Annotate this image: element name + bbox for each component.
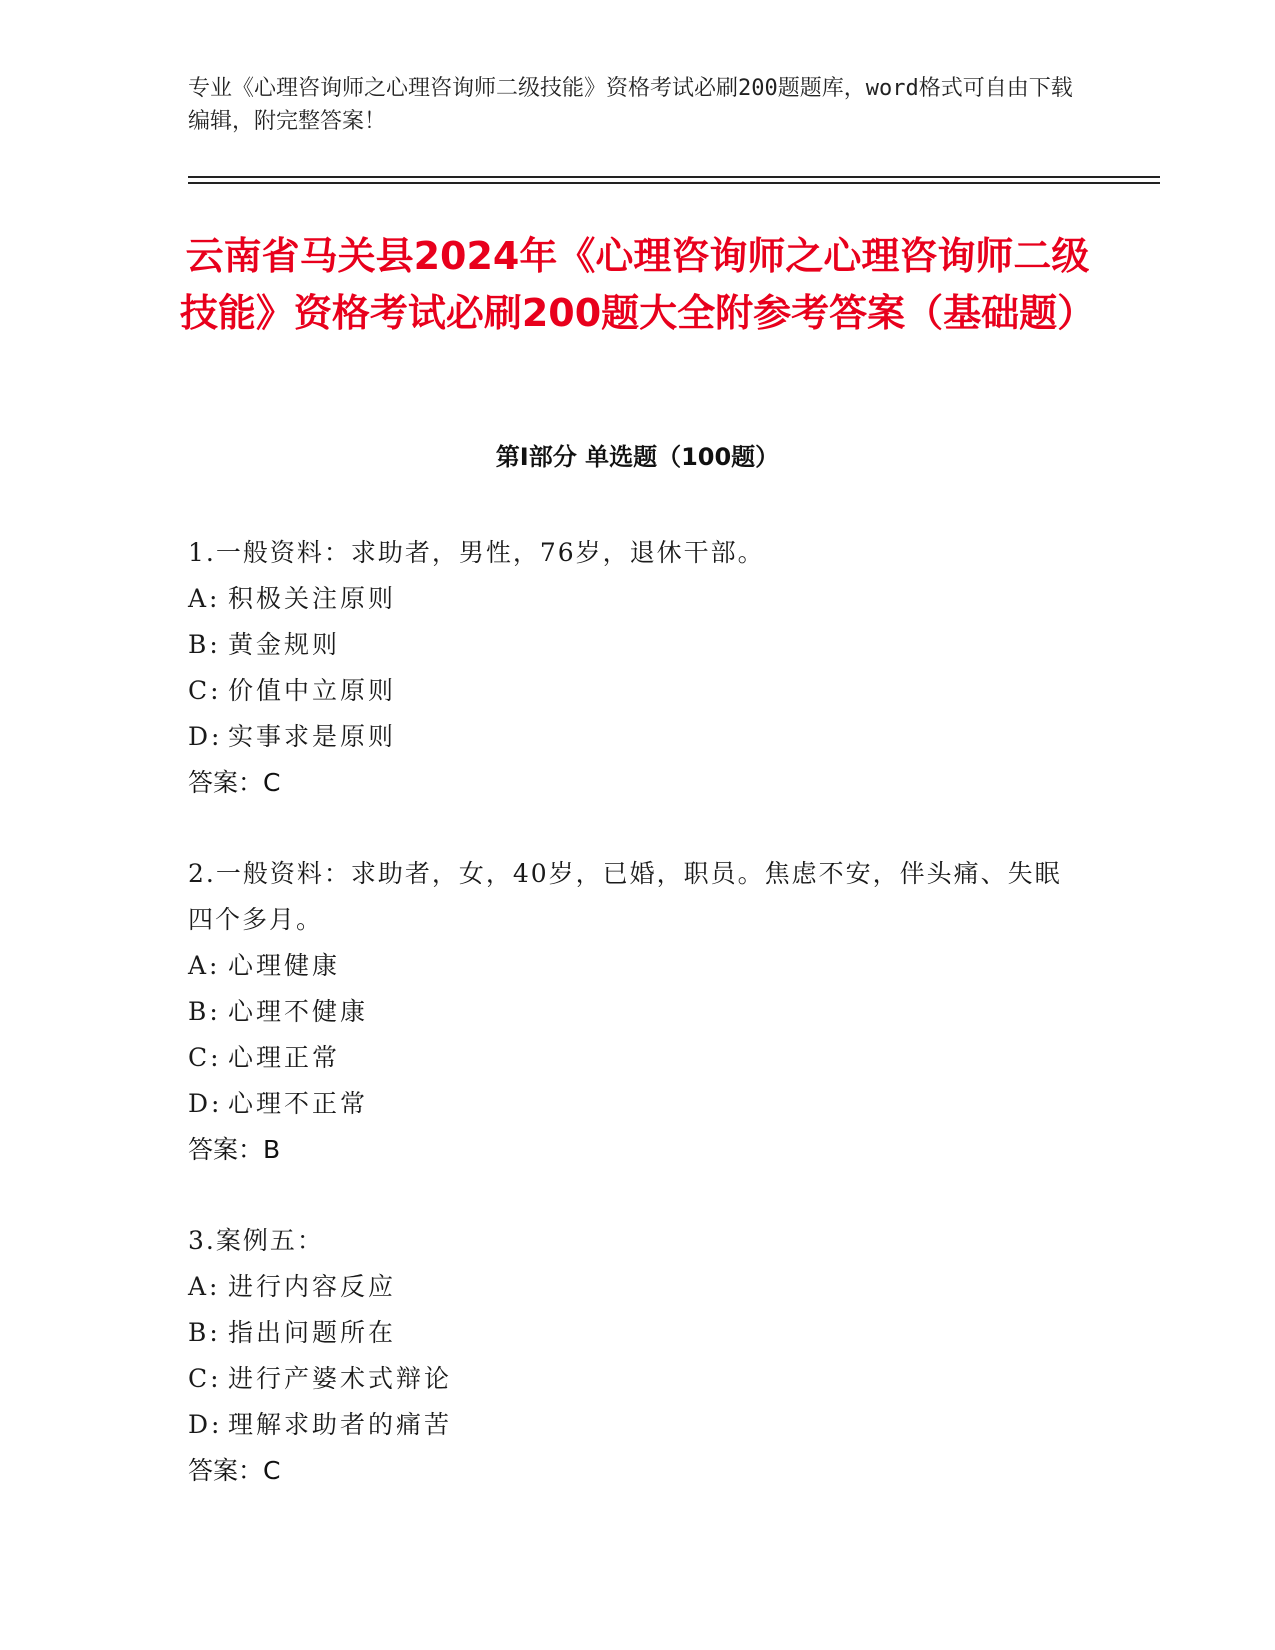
option-text: 理解求助者的痛苦	[228, 1410, 453, 1439]
option-d	[188, 1402, 1068, 1448]
option-text: 黄金规则	[228, 630, 341, 659]
option-a	[188, 943, 1068, 989]
option-letter: A:	[188, 1272, 221, 1301]
option-text: 心理正常	[228, 1043, 341, 1072]
option-letter: A:	[188, 584, 221, 613]
option-text: 积极关注原则	[228, 584, 397, 613]
option-letter: A:	[188, 951, 221, 980]
question-stem: 1.一般资料：求助者，男性，76岁，退休干部。	[188, 538, 765, 567]
option-letter: C:	[188, 1364, 222, 1393]
header-note: 专业《心理咨询师之心理咨询师二级技能》资格考试必刷200题题库，word格式可自由下载编辑，附完整答案！	[188, 76, 1073, 134]
option-text: 进行内容反应	[228, 1272, 397, 1301]
option-c	[188, 1356, 1068, 1402]
question-3	[188, 1218, 1068, 1494]
option-b	[188, 622, 1068, 668]
option-text: 心理不正常	[228, 1089, 369, 1118]
answer-line: 答案：C	[188, 1456, 281, 1485]
option-d	[188, 714, 1068, 760]
option-d	[188, 1081, 1068, 1127]
option-text: 价值中立原则	[228, 676, 397, 705]
question-1	[188, 530, 1068, 806]
answer-line: 答案：C	[188, 768, 281, 797]
header-rule-bottom	[188, 182, 1160, 184]
option-c	[188, 1035, 1068, 1081]
question-2	[188, 851, 1068, 1173]
option-letter: C:	[188, 676, 222, 705]
question-stem: 2.一般资料：求助者，女，40岁，已婚，职员。焦虑不安，伴头痛、失眠四个多月。	[188, 859, 1062, 934]
option-letter: D:	[188, 1089, 223, 1118]
option-b	[188, 1310, 1068, 1356]
option-text: 实事求是原则	[228, 722, 397, 751]
option-c	[188, 668, 1068, 714]
answer-line: 答案：B	[188, 1135, 281, 1164]
question-list	[188, 530, 1068, 1539]
option-letter: B:	[188, 630, 221, 659]
header-rule-top	[188, 176, 1160, 178]
section-title: 第Ⅰ部分 单选题（100题）	[495, 443, 780, 471]
option-a	[188, 1264, 1068, 1310]
option-a	[188, 576, 1068, 622]
option-text: 心理健康	[228, 951, 341, 980]
question-stem: 3.案例五：	[188, 1226, 324, 1255]
option-letter: D:	[188, 722, 223, 751]
option-b	[188, 989, 1068, 1035]
option-letter: C:	[188, 1043, 222, 1072]
option-text: 指出问题所在	[228, 1318, 397, 1347]
option-letter: B:	[188, 1318, 221, 1347]
option-letter: B:	[188, 997, 221, 1026]
document-title: 云南省马关县2024年《心理咨询师之心理咨询师二级技能》资格考试必刷200题大全附参考答案（基础题）	[179, 234, 1096, 335]
option-text: 心理不健康	[228, 997, 369, 1026]
option-letter: D:	[188, 1410, 223, 1439]
option-text: 进行产婆术式辩论	[228, 1364, 453, 1393]
